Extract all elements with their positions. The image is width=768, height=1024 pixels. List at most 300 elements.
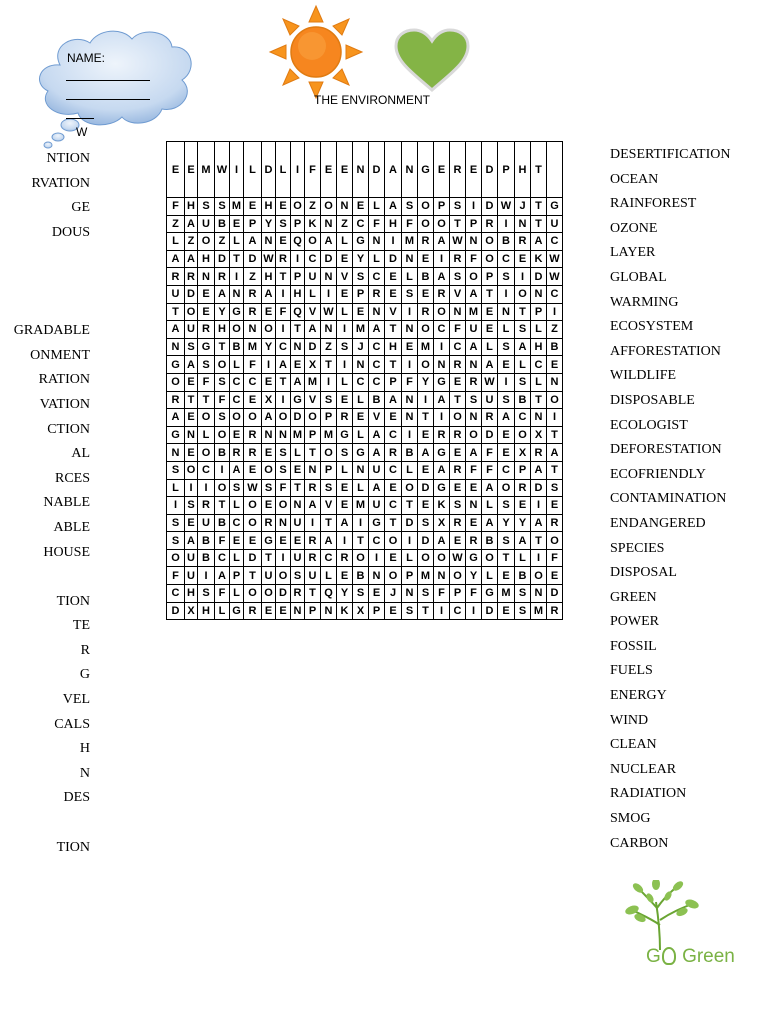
grid-cell[interactable]: C — [547, 233, 563, 251]
grid-cell[interactable]: O — [198, 233, 215, 251]
grid-cell[interactable]: I — [434, 409, 450, 427]
grid-cell[interactable]: R — [291, 585, 305, 603]
grid-cell[interactable]: E — [385, 409, 402, 427]
grid-cell[interactable]: I — [337, 321, 353, 339]
grid-cell[interactable]: I — [547, 303, 563, 321]
grid-cell[interactable]: N — [167, 444, 185, 462]
grid-cell[interactable]: G — [482, 585, 498, 603]
grid-cell[interactable]: D — [482, 602, 498, 620]
grid-cell[interactable]: L — [482, 338, 498, 356]
grid-cell[interactable]: R — [305, 549, 321, 567]
grid-cell[interactable]: A — [531, 461, 547, 479]
grid-cell[interactable]: I — [547, 409, 563, 427]
grid-cell[interactable]: S — [450, 198, 466, 216]
grid-cell[interactable]: A — [515, 338, 531, 356]
grid-cell[interactable]: I — [498, 373, 515, 391]
grid-cell[interactable]: S — [276, 444, 291, 462]
grid-cell[interactable]: T — [291, 321, 305, 339]
grid-cell[interactable]: E — [244, 461, 262, 479]
grid-cell[interactable]: N — [402, 585, 418, 603]
grid-cell[interactable]: A — [434, 391, 450, 409]
grid-cell[interactable]: M — [402, 233, 418, 251]
grid-cell[interactable]: O — [305, 233, 321, 251]
grid-cell[interactable]: S — [402, 602, 418, 620]
grid-cell[interactable]: R — [450, 426, 466, 444]
grid-cell[interactable]: K — [305, 215, 321, 233]
grid-cell[interactable]: C — [498, 461, 515, 479]
grid-cell[interactable]: A — [434, 233, 450, 251]
grid-cell[interactable]: A — [369, 426, 385, 444]
grid-cell[interactable]: R — [450, 356, 466, 374]
grid-cell[interactable]: I — [353, 514, 369, 532]
grid-cell[interactable]: Y — [418, 373, 434, 391]
grid-cell[interactable]: R — [244, 303, 262, 321]
grid-cell[interactable]: O — [244, 497, 262, 515]
grid-cell[interactable]: E — [185, 373, 198, 391]
grid-cell[interactable]: J — [353, 338, 369, 356]
grid-cell[interactable]: I — [215, 461, 230, 479]
grid-cell[interactable]: D — [215, 250, 230, 268]
grid-cell[interactable]: E — [450, 373, 466, 391]
grid-cell[interactable]: N — [321, 215, 337, 233]
grid-cell[interactable]: S — [402, 285, 418, 303]
grid-cell[interactable]: I — [515, 268, 531, 286]
grid-cell[interactable]: S — [167, 514, 185, 532]
grid-cell[interactable]: A — [434, 532, 450, 550]
grid-cell[interactable]: S — [262, 479, 276, 497]
grid-cell[interactable]: O — [418, 198, 434, 216]
grid-cell[interactable]: R — [482, 409, 498, 427]
grid-cell[interactable]: E — [262, 373, 276, 391]
grid-cell[interactable]: P — [482, 268, 498, 286]
grid-cell[interactable]: I — [498, 285, 515, 303]
grid-cell[interactable]: R — [547, 514, 563, 532]
grid-cell[interactable]: D — [531, 268, 547, 286]
grid-cell[interactable]: Y — [337, 585, 353, 603]
grid-cell[interactable]: P — [515, 461, 531, 479]
grid-cell[interactable]: I — [466, 602, 482, 620]
grid-cell[interactable]: B — [498, 233, 515, 251]
grid-cell[interactable]: N — [466, 356, 482, 374]
grid-cell[interactable]: O — [244, 585, 262, 603]
grid-cell[interactable]: C — [353, 373, 369, 391]
grid-cell[interactable]: P — [353, 285, 369, 303]
grid-cell[interactable]: W — [547, 250, 563, 268]
grid-cell[interactable]: R — [244, 426, 262, 444]
grid-cell[interactable]: T — [167, 303, 185, 321]
grid-cell[interactable]: L — [369, 198, 385, 216]
grid-cell[interactable]: S — [337, 338, 353, 356]
grid-cell[interactable]: L — [291, 444, 305, 462]
grid-cell[interactable]: M — [291, 426, 305, 444]
grid-cell[interactable]: U — [547, 215, 563, 233]
grid-cell[interactable]: H — [262, 268, 276, 286]
grid-cell[interactable]: C — [353, 215, 369, 233]
grid-cell[interactable]: H — [291, 285, 305, 303]
grid-cell[interactable]: V — [305, 391, 321, 409]
grid-cell[interactable]: I — [276, 285, 291, 303]
grid-cell[interactable]: L — [498, 321, 515, 339]
grid-cell[interactable]: P — [291, 268, 305, 286]
grid-cell[interactable]: G — [291, 391, 305, 409]
grid-cell[interactable]: S — [515, 602, 531, 620]
grid-cell[interactable]: H — [198, 602, 215, 620]
grid-cell[interactable]: C — [498, 250, 515, 268]
grid-cell[interactable]: P — [305, 426, 321, 444]
grid-cell[interactable]: E — [385, 549, 402, 567]
grid-cell[interactable]: O — [531, 567, 547, 585]
grid-cell[interactable]: E — [230, 215, 244, 233]
grid-cell[interactable]: I — [369, 549, 385, 567]
grid-cell[interactable]: G — [167, 356, 185, 374]
grid-cell[interactable]: A — [262, 285, 276, 303]
grid-cell[interactable]: E — [418, 285, 434, 303]
grid-cell[interactable]: S — [291, 567, 305, 585]
grid-cell[interactable]: U — [185, 321, 198, 339]
grid-cell[interactable]: M — [531, 602, 547, 620]
grid-cell[interactable]: O — [262, 321, 276, 339]
grid-cell[interactable]: B — [215, 215, 230, 233]
grid-cell[interactable]: T — [305, 585, 321, 603]
grid-cell[interactable]: E — [244, 198, 262, 216]
grid-cell[interactable]: O — [482, 549, 498, 567]
grid-cell[interactable]: S — [402, 198, 418, 216]
grid-cell[interactable]: G — [337, 426, 353, 444]
grid-cell[interactable]: A — [369, 321, 385, 339]
grid-cell[interactable]: G — [434, 479, 450, 497]
grid-cell[interactable]: E — [466, 479, 482, 497]
grid-cell[interactable]: G — [230, 602, 244, 620]
grid-cell[interactable]: Z — [167, 215, 185, 233]
grid-cell[interactable]: T — [531, 391, 547, 409]
grid-cell[interactable]: S — [198, 198, 215, 216]
grid-cell[interactable]: E — [385, 285, 402, 303]
grid-cell[interactable]: X — [434, 514, 450, 532]
grid-cell[interactable]: Y — [353, 250, 369, 268]
grid-cell[interactable]: O — [167, 373, 185, 391]
grid-cell[interactable]: R — [244, 444, 262, 462]
grid-cell[interactable]: S — [276, 215, 291, 233]
grid-cell[interactable]: N — [291, 602, 305, 620]
grid-cell[interactable]: A — [167, 409, 185, 427]
grid-cell[interactable]: O — [185, 303, 198, 321]
grid-cell[interactable]: E — [450, 444, 466, 462]
grid-cell[interactable]: F — [369, 215, 385, 233]
grid-cell[interactable]: C — [244, 373, 262, 391]
grid-cell[interactable]: N — [321, 602, 337, 620]
grid-cell[interactable]: V — [305, 303, 321, 321]
grid-cell[interactable]: L — [482, 497, 498, 515]
grid-cell[interactable]: R — [198, 321, 215, 339]
grid-cell[interactable]: C — [385, 461, 402, 479]
grid-cell[interactable]: E — [337, 479, 353, 497]
grid-cell[interactable]: Q — [291, 303, 305, 321]
grid-cell[interactable]: L — [230, 497, 244, 515]
grid-cell[interactable]: G — [198, 338, 215, 356]
grid-cell[interactable]: E — [198, 285, 215, 303]
grid-cell[interactable]: E — [353, 409, 369, 427]
grid-cell[interactable]: D — [482, 426, 498, 444]
grid-cell[interactable]: E — [515, 250, 531, 268]
grid-cell[interactable]: S — [498, 268, 515, 286]
grid-cell[interactable]: P — [402, 567, 418, 585]
grid-cell[interactable]: A — [337, 514, 353, 532]
grid-cell[interactable]: G — [547, 198, 563, 216]
grid-cell[interactable]: Q — [321, 585, 337, 603]
grid-cell[interactable]: A — [385, 198, 402, 216]
grid-cell[interactable]: E — [353, 198, 369, 216]
grid-cell[interactable]: T — [276, 268, 291, 286]
grid-cell[interactable]: O — [167, 549, 185, 567]
grid-cell[interactable]: Z — [547, 321, 563, 339]
grid-cell[interactable]: B — [353, 567, 369, 585]
grid-cell[interactable]: A — [262, 409, 276, 427]
grid-cell[interactable]: A — [418, 444, 434, 462]
grid-cell[interactable]: E — [230, 426, 244, 444]
grid-cell[interactable]: F — [402, 215, 418, 233]
grid-cell[interactable]: I — [276, 549, 291, 567]
grid-cell[interactable]: S — [515, 585, 531, 603]
grid-cell[interactable]: I — [498, 215, 515, 233]
grid-cell[interactable]: A — [276, 356, 291, 374]
grid-cell[interactable]: N — [185, 426, 198, 444]
grid-cell[interactable]: U — [369, 497, 385, 515]
grid-cell[interactable]: S — [498, 532, 515, 550]
grid-cell[interactable]: L — [531, 321, 547, 339]
grid-cell[interactable]: X — [262, 391, 276, 409]
grid-cell[interactable]: X — [515, 444, 531, 462]
grid-cell[interactable]: D — [547, 585, 563, 603]
grid-cell[interactable]: I — [402, 356, 418, 374]
grid-cell[interactable]: W — [244, 479, 262, 497]
grid-cell[interactable]: D — [244, 549, 262, 567]
grid-cell[interactable]: N — [262, 426, 276, 444]
grid-cell[interactable]: A — [482, 479, 498, 497]
grid-cell[interactable]: T — [321, 356, 337, 374]
grid-cell[interactable]: A — [466, 338, 482, 356]
grid-cell[interactable]: L — [353, 479, 369, 497]
grid-cell[interactable]: R — [418, 233, 434, 251]
grid-cell[interactable]: S — [353, 585, 369, 603]
grid-cell[interactable]: R — [244, 602, 262, 620]
grid-cell[interactable]: P — [244, 215, 262, 233]
grid-cell[interactable]: B — [418, 268, 434, 286]
grid-cell[interactable]: S — [498, 338, 515, 356]
grid-cell[interactable]: R — [276, 250, 291, 268]
grid-cell[interactable]: E — [466, 514, 482, 532]
grid-cell[interactable]: A — [531, 233, 547, 251]
grid-cell[interactable]: K — [531, 250, 547, 268]
grid-cell[interactable]: O — [215, 426, 230, 444]
grid-cell[interactable]: S — [418, 585, 434, 603]
grid-cell[interactable]: T — [321, 514, 337, 532]
grid-cell[interactable]: P — [385, 373, 402, 391]
grid-cell[interactable]: E — [262, 497, 276, 515]
grid-cell[interactable]: S — [167, 461, 185, 479]
grid-cell[interactable]: N — [434, 567, 450, 585]
grid-cell[interactable]: N — [369, 233, 385, 251]
grid-cell[interactable]: I — [531, 549, 547, 567]
grid-cell[interactable]: E — [385, 602, 402, 620]
grid-cell[interactable]: R — [244, 285, 262, 303]
grid-cell[interactable]: O — [385, 567, 402, 585]
grid-cell[interactable]: I — [276, 391, 291, 409]
grid-cell[interactable]: N — [466, 497, 482, 515]
grid-cell[interactable]: R — [515, 479, 531, 497]
grid-cell[interactable]: R — [230, 444, 244, 462]
grid-cell[interactable]: B — [402, 444, 418, 462]
grid-cell[interactable]: N — [531, 585, 547, 603]
grid-cell[interactable]: M — [321, 426, 337, 444]
grid-cell[interactable]: R — [515, 233, 531, 251]
grid-cell[interactable]: N — [262, 233, 276, 251]
grid-cell[interactable]: E — [369, 585, 385, 603]
grid-cell[interactable]: L — [515, 549, 531, 567]
grid-cell[interactable]: Z — [244, 268, 262, 286]
grid-cell[interactable]: L — [230, 585, 244, 603]
grid-cell[interactable]: O — [230, 321, 244, 339]
grid-cell[interactable]: E — [353, 303, 369, 321]
name-line-1[interactable] — [66, 80, 150, 81]
grid-cell[interactable]: R — [547, 602, 563, 620]
grid-cell[interactable]: N — [450, 303, 466, 321]
grid-cell[interactable]: U — [185, 567, 198, 585]
grid-cell[interactable]: T — [402, 497, 418, 515]
grid-cell[interactable]: C — [450, 602, 466, 620]
grid-cell[interactable]: I — [276, 321, 291, 339]
grid-cell[interactable]: O — [185, 461, 198, 479]
grid-cell[interactable]: D — [244, 250, 262, 268]
grid-cell[interactable]: P — [321, 409, 337, 427]
grid-cell[interactable]: N — [198, 268, 215, 286]
grid-cell[interactable]: D — [276, 585, 291, 603]
grid-cell[interactable]: O — [244, 514, 262, 532]
grid-cell[interactable]: E — [262, 602, 276, 620]
grid-cell[interactable]: E — [450, 479, 466, 497]
grid-cell[interactable]: S — [450, 268, 466, 286]
grid-cell[interactable]: V — [385, 303, 402, 321]
grid-cell[interactable]: L — [167, 479, 185, 497]
grid-cell[interactable]: Y — [262, 215, 276, 233]
grid-cell[interactable]: F — [167, 567, 185, 585]
grid-cell[interactable]: V — [450, 285, 466, 303]
grid-cell[interactable]: O — [434, 215, 450, 233]
grid-cell[interactable]: U — [198, 215, 215, 233]
grid-cell[interactable]: A — [547, 444, 563, 462]
grid-cell[interactable]: E — [385, 479, 402, 497]
grid-cell[interactable]: O — [434, 549, 450, 567]
grid-cell[interactable]: L — [337, 373, 353, 391]
grid-cell[interactable]: A — [185, 215, 198, 233]
grid-cell[interactable]: N — [434, 356, 450, 374]
grid-cell[interactable]: A — [482, 356, 498, 374]
grid-cell[interactable]: E — [337, 285, 353, 303]
grid-cell[interactable]: E — [276, 602, 291, 620]
grid-cell[interactable]: M — [353, 321, 369, 339]
grid-cell[interactable]: F — [466, 585, 482, 603]
grid-cell[interactable]: M — [418, 567, 434, 585]
grid-cell[interactable]: N — [547, 373, 563, 391]
grid-cell[interactable]: Y — [466, 567, 482, 585]
grid-cell[interactable]: N — [276, 426, 291, 444]
grid-cell[interactable]: C — [531, 356, 547, 374]
grid-cell[interactable]: N — [230, 285, 244, 303]
grid-cell[interactable]: E — [337, 250, 353, 268]
grid-cell[interactable]: E — [418, 250, 434, 268]
grid-cell[interactable]: R — [531, 444, 547, 462]
grid-cell[interactable]: T — [353, 532, 369, 550]
grid-cell[interactable]: N — [305, 461, 321, 479]
grid-cell[interactable]: E — [262, 444, 276, 462]
grid-cell[interactable]: T — [262, 549, 276, 567]
grid-cell[interactable]: Z — [321, 338, 337, 356]
grid-cell[interactable]: S — [215, 409, 230, 427]
grid-cell[interactable]: Q — [291, 233, 305, 251]
grid-cell[interactable]: R — [450, 250, 466, 268]
grid-cell[interactable]: C — [230, 391, 244, 409]
grid-cell[interactable]: W — [498, 198, 515, 216]
grid-cell[interactable]: F — [402, 373, 418, 391]
grid-cell[interactable]: U — [198, 514, 215, 532]
grid-cell[interactable]: D — [385, 250, 402, 268]
grid-cell[interactable]: L — [230, 356, 244, 374]
grid-cell[interactable]: I — [531, 497, 547, 515]
grid-cell[interactable]: I — [305, 514, 321, 532]
grid-cell[interactable]: O — [418, 356, 434, 374]
grid-cell[interactable]: O — [291, 198, 305, 216]
grid-cell[interactable]: O — [547, 391, 563, 409]
grid-cell[interactable]: E — [418, 497, 434, 515]
grid-cell[interactable]: J — [515, 198, 531, 216]
grid-cell[interactable]: A — [466, 285, 482, 303]
grid-cell[interactable]: R — [466, 373, 482, 391]
grid-cell[interactable]: L — [215, 602, 230, 620]
grid-cell[interactable]: N — [321, 268, 337, 286]
grid-cell[interactable]: F — [215, 585, 230, 603]
grid-cell[interactable]: E — [498, 567, 515, 585]
grid-cell[interactable]: I — [291, 250, 305, 268]
grid-cell[interactable]: A — [215, 285, 230, 303]
grid-cell[interactable]: C — [385, 497, 402, 515]
grid-cell[interactable]: H — [531, 338, 547, 356]
grid-cell[interactable]: L — [167, 233, 185, 251]
grid-cell[interactable]: E — [547, 567, 563, 585]
grid-cell[interactable]: U — [482, 391, 498, 409]
grid-cell[interactable]: F — [215, 532, 230, 550]
grid-cell[interactable]: R — [434, 285, 450, 303]
grid-cell[interactable]: T — [385, 356, 402, 374]
grid-cell[interactable]: F — [167, 198, 185, 216]
grid-cell[interactable]: A — [305, 321, 321, 339]
grid-cell[interactable]: M — [244, 338, 262, 356]
grid-cell[interactable]: T — [547, 426, 563, 444]
grid-cell[interactable]: E — [547, 356, 563, 374]
grid-cell[interactable]: N — [466, 409, 482, 427]
grid-cell[interactable]: D — [167, 602, 185, 620]
grid-cell[interactable]: Y — [262, 338, 276, 356]
grid-cell[interactable]: L — [353, 391, 369, 409]
grid-cell[interactable]: M — [305, 373, 321, 391]
grid-cell[interactable]: H — [198, 250, 215, 268]
grid-cell[interactable]: H — [215, 321, 230, 339]
grid-cell[interactable]: N — [531, 285, 547, 303]
grid-cell[interactable]: U — [291, 514, 305, 532]
grid-cell[interactable]: N — [531, 409, 547, 427]
grid-cell[interactable]: L — [321, 567, 337, 585]
grid-cell[interactable]: I — [402, 532, 418, 550]
grid-cell[interactable]: G — [353, 233, 369, 251]
grid-cell[interactable]: A — [385, 391, 402, 409]
